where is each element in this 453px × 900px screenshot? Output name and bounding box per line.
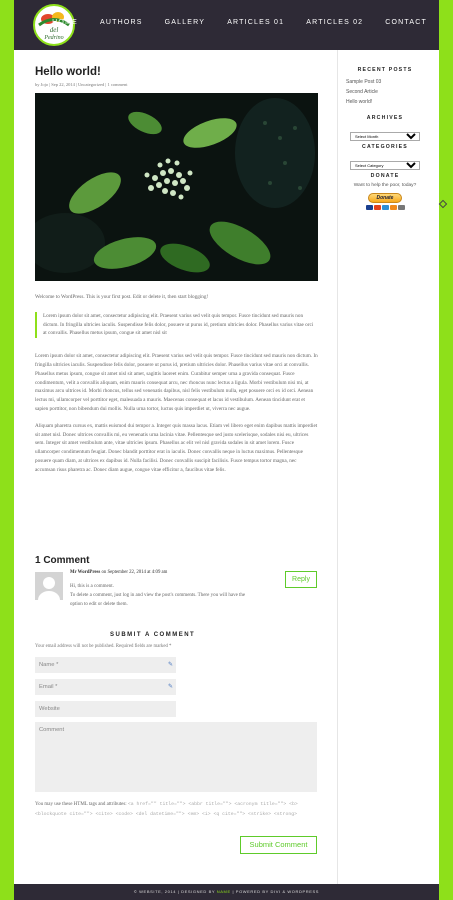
footer-designer-link[interactable]: NAME bbox=[216, 889, 231, 894]
donate-button[interactable]: Donate bbox=[368, 193, 402, 203]
recent-post-link[interactable]: Sample Post 03 bbox=[346, 79, 382, 85]
sidebar-recent-posts bbox=[346, 67, 424, 107]
categories-title: CATEGORIES bbox=[362, 144, 408, 150]
comment-body bbox=[70, 582, 250, 609]
allowed-tags-list: <a href="" title=""> <abbr title=""> <acronym title=""> <b> <blockquote cite=""> <cite> <code> <del datetime=""> <em> <i> <q cite=""> <strike> <strong> bbox=[35, 802, 298, 817]
comment-line-1: Hi, this is a comment. bbox=[70, 584, 114, 589]
avatar bbox=[35, 572, 63, 600]
top-navigation-bar bbox=[14, 0, 439, 50]
featured-image bbox=[35, 93, 318, 281]
comment-header bbox=[70, 570, 167, 575]
amex-card-icon bbox=[382, 205, 389, 210]
svg-text:Pedrino: Pedrino bbox=[44, 35, 64, 41]
sidebar-donate bbox=[346, 173, 424, 210]
comment-date[interactable]: on September 22, 2014 at 4:09 am bbox=[101, 570, 168, 575]
comment-author[interactable]: Mr WordPress bbox=[70, 570, 101, 575]
allowed-tags-intro: You may use these HTML tags and attributes: bbox=[35, 802, 127, 807]
reply-button[interactable]: Reply bbox=[285, 571, 317, 588]
main-menu bbox=[30, 19, 427, 26]
footer-copyright: © WEBSITE, 2014 | DESIGNED BY bbox=[133, 889, 216, 894]
visa-card-icon bbox=[366, 205, 373, 210]
name-placeholder: Name * bbox=[39, 662, 59, 668]
email-placeholder: Email * bbox=[39, 684, 58, 690]
donate-title: DONATE bbox=[370, 173, 400, 179]
post-content bbox=[35, 66, 318, 475]
website-field[interactable] bbox=[35, 701, 176, 717]
archives-title: ARCHIVES bbox=[366, 115, 404, 121]
recent-posts-title: RECENT POSTS bbox=[357, 67, 413, 73]
nav-home[interactable]: HOME bbox=[52, 19, 78, 26]
allowed-tags-note bbox=[35, 800, 320, 820]
mastercard-icon bbox=[374, 205, 381, 210]
avatar-silhouette-icon bbox=[35, 572, 63, 600]
comment-line-2: To delete a comment, just log in and view the post's comments. There you will have the option to edit or delete them. bbox=[70, 593, 246, 607]
recent-post-link[interactable]: Hello world! bbox=[346, 99, 373, 105]
payment-cards bbox=[346, 205, 424, 210]
autofill-key-icon: ✎ bbox=[167, 662, 173, 668]
site-footer bbox=[14, 884, 439, 900]
nav-articles-02[interactable]: ARTICLES 02 bbox=[306, 19, 364, 26]
submit-comment-button[interactable]: Submit Comment bbox=[240, 836, 317, 854]
post-title: Hello world! bbox=[35, 66, 101, 78]
bank-card-icon bbox=[398, 205, 405, 210]
categories-select[interactable] bbox=[350, 161, 420, 170]
post-intro: Welcome to WordPress. This is your first post. Edit or delete it, then start blogging! bbox=[35, 294, 209, 300]
comments-title: 1 Comment bbox=[35, 555, 90, 566]
autofill-key-icon: ✎ bbox=[167, 684, 173, 690]
recent-post-link[interactable]: Second Article bbox=[346, 89, 378, 95]
website-placeholder: Website bbox=[39, 706, 60, 712]
required-fields-note: Your email address will not be published. Required fields are marked * bbox=[35, 644, 172, 649]
comment-textarea[interactable] bbox=[35, 722, 317, 792]
footer-powered-by: | POWERED BY DIVI & WORDPRESS bbox=[232, 889, 320, 894]
svg-text:del: del bbox=[49, 26, 59, 34]
archives-select[interactable] bbox=[350, 132, 420, 141]
nav-gallery[interactable]: GALLERY bbox=[164, 19, 206, 26]
post-meta: by Jojo | Sep 22, 2014 | Uncategorized | 1 comment bbox=[35, 82, 128, 87]
plant-photo bbox=[35, 93, 318, 281]
nav-contact[interactable]: CONTACT bbox=[385, 19, 427, 26]
sidebar-archives bbox=[346, 115, 424, 143]
page-frame bbox=[14, 0, 439, 900]
nav-articles-01[interactable]: ARTICLES 01 bbox=[227, 19, 285, 26]
sidebar-divider bbox=[337, 50, 338, 884]
sidebar-categories bbox=[346, 144, 424, 172]
name-field[interactable] bbox=[35, 657, 176, 673]
email-field[interactable] bbox=[35, 679, 176, 695]
post-paragraph-1: Lorem ipsum dolor sit amet, consectetur adipiscing elit. Praesent varius sed velit quis tempor. Fusce tincidunt sed mauris non dictum. In fringilla ultricies iaculis. Suspendisse felis dolor, posuere ut purus id, pretium ultricies dolor. Phasellus varius vitae orci at convallis. Phasellus metus ipsum, congue sit amet nisl sit amet, sagittis laoreet enim. Curabitur semper urna a gravida consequat. Fusce condimentum, velit a convallis aliquam, enim mauris consequat arcu, nec rhoncus nunc lectus a ligula. Morbi vestibulum nisi mi, at maximus arcu ultrices id. Morbi rhoncus, tellus sed venenatis dapibus, nisl felis vestibulum nulla, eget posuere orci ex id orci. Aenean lectus mi, ullamcorper vel porttitor eget, malesuada a mauris. Maecenas consequat et lacus id vestibulum. Aenean tincidunt erat et sapien porttitor, non bibendum dui mollis. Nulla urna tortor, luctus quis imperdiet ut, viverra nec augue. bbox=[35, 353, 318, 412]
post-quote: Lorem ipsum dolor sit amet, consectetur adipiscing elit. Praesent varius sed velit quis tempor. Fusce tincidunt sed mauris non dictum. In fringilla ultricies iaculis. Suspendisse felis dolor, posuere ut purus id, pretium ultricies dolor. Phasellus varius vitae orci at convallis. Phasellus metus ipsum, congue sit amet nisl sit bbox=[35, 312, 318, 338]
submit-comment-title: SUBMIT A COMMENT bbox=[110, 632, 196, 638]
comment-placeholder: Comment bbox=[39, 727, 65, 733]
scroll-handle-icon[interactable] bbox=[439, 200, 447, 208]
post-paragraph-2: Aliquam pharetra cursus ex, mattis euismod dui tempor a. Integer quis massa lacus. Etiam vel libero eget enim dapibus mattis imperdiet sit amet nisl. Donec ultrices convallis mi, eu venenatis urna lacinia vitae. Pellentesque sed justo scelerisque, sodales nisi eu, ultrices sem. Integer sit amet vestibulum ante, vitae ultricies ipsum. Phasellus ac elit vel nisl gravida sodales in sit amet lorem. Fusce ullamcorper condimentum feugiat. Donec blandit porttitor erat in iaculis. Donec convallis neque in luctus maximus. Pellentesque posuere quam diam, at ultrices ex dapibus id. Nulla facilisi. Donec convallis suscipit facilisis. Fusce tempus tortor magna, nec accumsan risus pharetra ac. Donec diam augue, congue vitae efficitur a, faucibus vitae felis. bbox=[35, 422, 318, 473]
donate-text: Want to help the poor, today? bbox=[353, 183, 417, 188]
nav-authors[interactable]: AUTHORS bbox=[99, 19, 143, 26]
discover-card-icon bbox=[390, 205, 397, 210]
